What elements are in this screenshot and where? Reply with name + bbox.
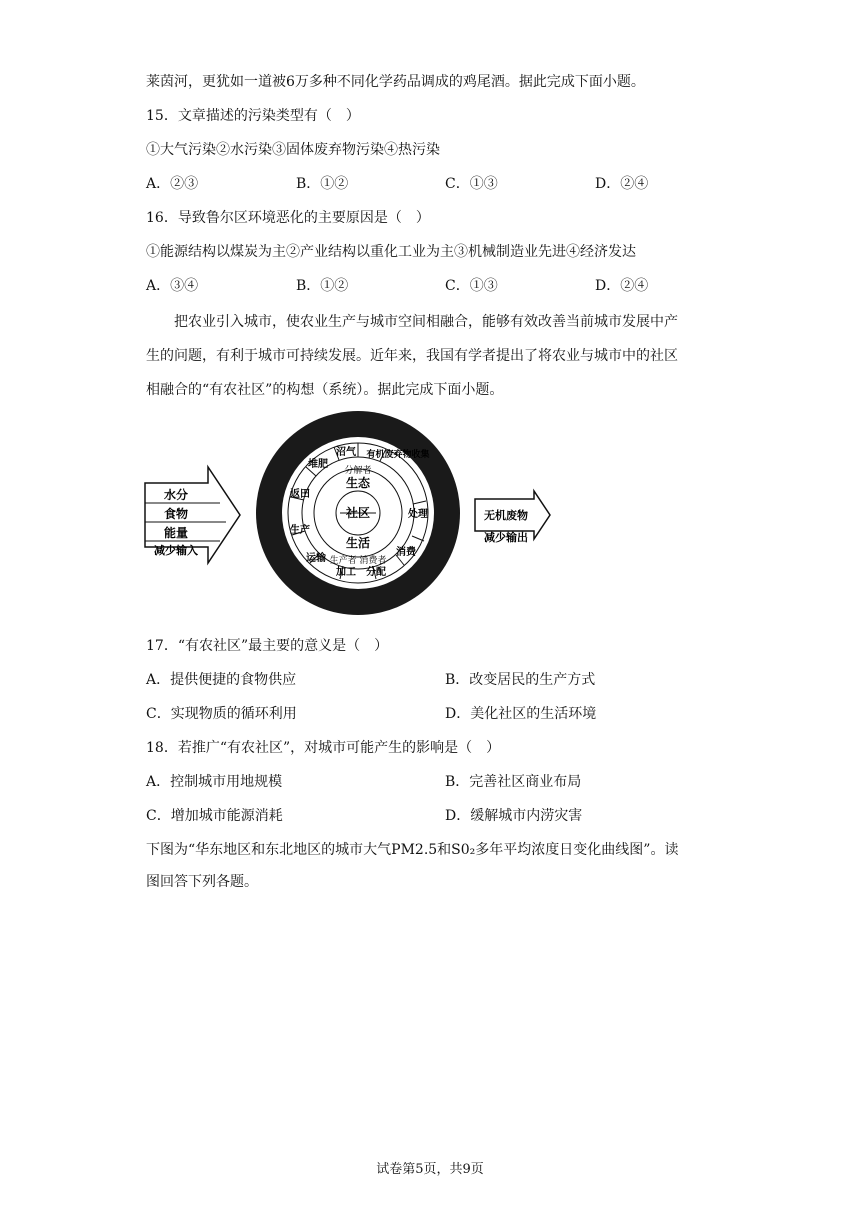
output-arrow: [475, 491, 550, 544]
q16-option-a[interactable]: A．③④: [146, 278, 199, 294]
arc-label-decomposer: 分解者: [344, 466, 372, 476]
q15-stem: 15．文章描述的污染类型有（ ）: [146, 108, 360, 124]
input-item-energy: 能量: [163, 526, 189, 540]
q17-stem: 17．“有农社区”最主要的意义是（ ）: [146, 638, 389, 654]
ring-label-distribute: 分配: [366, 567, 386, 578]
q17-option-a[interactable]: A．提供便捷的食物供应: [146, 672, 297, 688]
page-footer: 试卷第5页，共9页: [376, 1162, 484, 1177]
input-item-water: 水分: [163, 488, 189, 502]
output-label: 减少输出: [484, 531, 528, 544]
q15-option-d[interactable]: D．②④: [595, 176, 649, 192]
ring-label-process: 加工: [336, 567, 356, 578]
input-item-food: 食物: [163, 507, 189, 521]
q17-option-c[interactable]: C．实现物质的循环利用: [146, 706, 297, 722]
q18-option-a[interactable]: A．控制城市用地规模: [146, 774, 283, 790]
ring-label-treatment: 处理: [408, 509, 428, 520]
q17-option-d[interactable]: D．美化社区的生活环境: [445, 706, 597, 722]
input-arrow: [145, 467, 240, 563]
ring-label-return-field: 返田: [290, 489, 310, 500]
q18-stem: 18．若推广“有农社区”，对城市可能产生的影响是（ ）: [146, 740, 501, 756]
ring-label-transport: 运输: [306, 553, 326, 564]
q16-items: ①能源结构以煤炭为主②产业结构以重化工业为主③机械制造业先进④经济发达: [146, 244, 636, 260]
community-farm-diagram: [140, 405, 580, 620]
passage2-line1: 把农业引入城市，使农业生产与城市空间相融合，能够有效改善当前城市发展中产: [174, 314, 678, 330]
q16-option-c[interactable]: C．①③: [445, 278, 498, 294]
ring-label-compost: 堆肥: [308, 459, 328, 470]
label-community: 社区: [345, 506, 371, 520]
passage2-line3: 相融合的“有农社区”的构想（系统）。据此完成下面小题。: [146, 382, 504, 398]
q16-option-d[interactable]: D．②④: [595, 278, 649, 294]
passage3-line1: 下图为“华东地区和东北地区的城市大气PM2.5和S0₂多年平均浓度日变化曲线图”。读: [146, 842, 679, 858]
q16-option-b[interactable]: B．①②: [296, 278, 349, 294]
q18-option-c[interactable]: C．增加城市能源消耗: [146, 808, 283, 824]
q15-items: ①大气污染②水污染③固体废弃物污染④热污染: [146, 142, 440, 158]
ring-label-produce: 生产: [290, 525, 310, 536]
arc-label-producer-consumer: 生产者 消费者: [329, 556, 387, 566]
ring-label-biogas: 沼气: [336, 447, 356, 458]
ring-label-consume: 消费: [396, 547, 416, 558]
input-label: 减少输入: [154, 544, 198, 557]
q18-option-d[interactable]: D．缓解城市内涝灾害: [445, 808, 583, 824]
label-ecology: 生态: [345, 476, 371, 490]
output-item-inorganic: 无机废物: [484, 509, 528, 522]
passage2-line2: 生的问题，有利于城市可持续发展。近年来，我国有学者提出了将农业与城市中的社区: [146, 348, 678, 364]
passage3-line2: 图回答下列各题。: [146, 874, 258, 890]
ring-label-organic-waste: 有机废弃物收集: [366, 450, 430, 460]
intro-tail: 莱茵河，更犹如一道被6万多种不同化学药品调成的鸡尾酒。据此完成下面小题。: [146, 74, 645, 90]
q15-option-b[interactable]: B．①②: [296, 176, 349, 192]
q15-option-c[interactable]: C．①③: [445, 176, 498, 192]
q17-option-b[interactable]: B．改变居民的生产方式: [445, 672, 596, 688]
q15-option-a[interactable]: A．②③: [146, 176, 199, 192]
q18-option-b[interactable]: B．完善社区商业布局: [445, 774, 582, 790]
q16-stem: 16．导致鲁尔区环境恶化的主要原因是（ ）: [146, 210, 430, 226]
label-life: 生活: [345, 536, 371, 550]
